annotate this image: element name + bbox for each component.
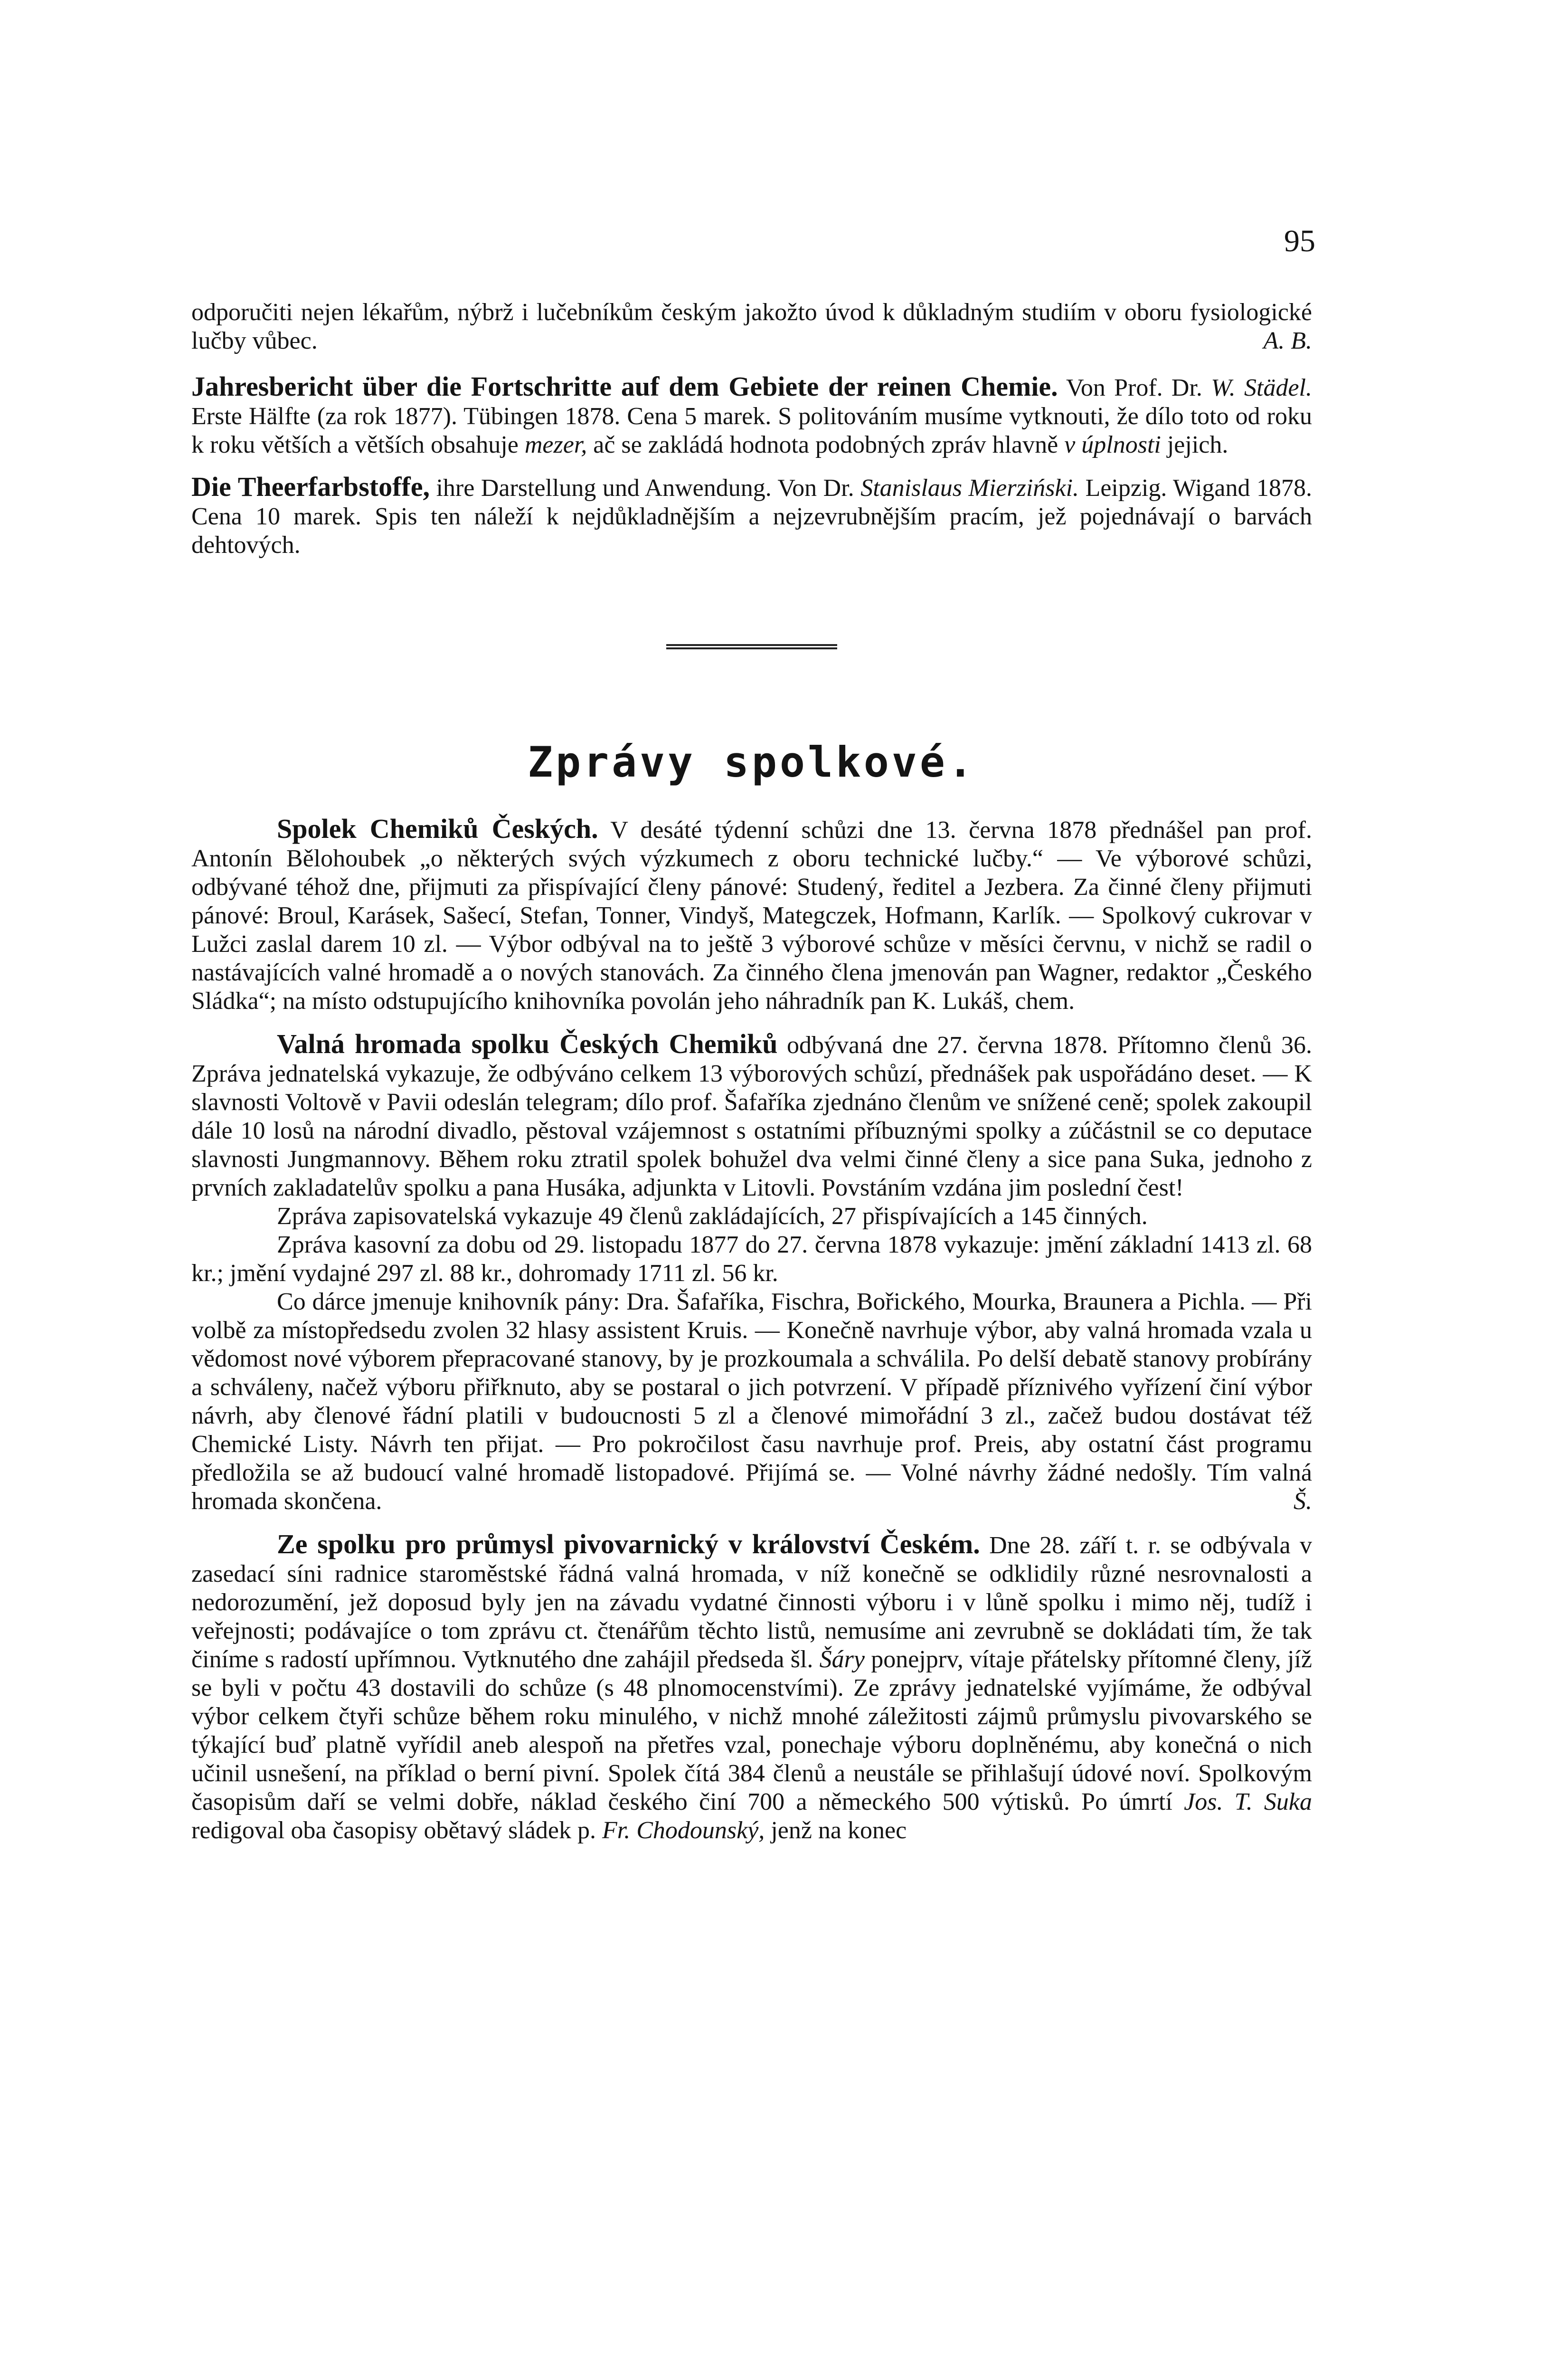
intro-paragraph xyxy=(191,298,1312,355)
report-title: Valná hromada spolku Českých Chemiků xyxy=(277,1028,778,1059)
review-emphasis: mezer, xyxy=(524,431,587,458)
report-text: Dne 28. září t. r. se odbývala v zasedací síni radnice staroměstské řádná valná hromada, v níž konečně se odklidily různé nesrovnalosti a nedorozumění, jež doposud byly jen na závadu vydatné činnosti výboru i v lůně spolku i mimo něj, tudíž i veřejnosti; podávajíce o tom zprávu ct. čtenářům těchto listů, nemusíme ani zevrubně se dokládati tím, že tak činíme s radostí upřímnou. Vytknutého dne zahájil předseda šl. xyxy=(191,1532,1312,1673)
report-paragraph xyxy=(191,1288,1312,1516)
report-paragraph: Zpráva kasovní za dobu od 29. listopadu 1877 do 27. června 1878 vykazuje: jmění základní 1413 zl. 68 kr.; jmění vydajné 297 zl. 88 kr., dohromady 1711 zl. 56 kr. xyxy=(191,1231,1312,1287)
section-divider xyxy=(666,644,837,649)
report-text: ponejprv, vítaje přátelsky přítomné členy, jíž se byli v počtu 43 dostavili do schůze (s 48 plnomocenstvími). Ze zprávy jednatelské vyjímáme, že odbýval výbor celkem čtyři schůze během roku minulého, v nichž mnohé záležitosti zájmů průmyslu pivovarského se týkající buď platně vyřídil aneb alespoň na přetřes vzal, ponechaje výboru doplněnému, aby konečná o nich učinil usnešení, na příklad o berní pivní. Spolek čítá 384 členů a neustále se přihlašují údové noví. Spolkovým časopisům daří se velmi dobře, náklad českého činí 700 a německého 500 výtisků. Po úmrtí xyxy=(191,1646,1312,1815)
page-content xyxy=(191,298,1312,1845)
report-text: odbývaná dne 27. června 1878. Přítomno členů 36. Zpráva jednatelská vykazuje, že odbýváno celkem 13 výborových schůzí, přednášek pak uspořádáno deset. — K slavnosti Voltově v Pavii odeslán telegram; dílo prof. Šafaříka zjednáno členům ve snížené ceně; spolek zakoupil dále 10 losů na národní divadlo, pěstoval vzájemnost s ostatními příbuznými spolky a zúčástnil se co deputace slavnosti Jungmannovy. Během roku ztratil spolek bohužel dva velmi činné členy a sice pana Suka, jednoho z prvních zakladatelův spolku a pana Husáka, adjunkta v Litovli. Povstáním vzdána jim poslední čest! xyxy=(191,1032,1312,1201)
report-text: jenž na konec xyxy=(765,1817,907,1844)
review-text: Von Prof. Dr. xyxy=(1058,374,1211,401)
review-text: ač se zakládá hodnota podobných zpráv hlavně xyxy=(587,431,1065,458)
report-paragraph xyxy=(191,1530,1312,1845)
report-emphasis: Šáry xyxy=(819,1646,865,1673)
review-entry xyxy=(191,372,1312,459)
review-title: Die Theerfarbstoffe, xyxy=(191,471,430,502)
review-text: ihre Darstellung und Anwendung. Von Dr. xyxy=(429,475,861,502)
report-paragraph xyxy=(191,815,1312,1016)
review-title: Jahresbericht über die Fortschritte auf dem Gebiete der reinen Chemie. xyxy=(191,371,1058,402)
report-text: V desáté týdenní schůzi dne 13. června 1878 přednášel pan prof. Antonín Bělohoubek „o některých svých výzkumech z oboru technické lučby.“ — Ve výborové schůzi, odbývané téhož dne, přijmuti za přispívající členy pánové: Studený, ředitel a Jezbera. Za činné členy přijmuti pánové: Broul, Karásek, Sašecí, Stefan, Tonner, Vindyš, Mategczek, Hofmann, Karlík. — Spolkový cukrovar v Lužci zaslal darem 10 zl. — Výbor odbýval na to ještě 3 výborové schůze v měsíci červnu, v nichž se radil o nastávajících valné hromadě a o nových stanovách. Za činného člena jmenován pan Wagner, redaktor „Českého Sládka“; na místo odstupujícího knihovníka povolán jeho náhradník pan K. Lukáš, chem. xyxy=(191,817,1312,1015)
intro-text: odporučiti nejen lékařům, nýbrž i lučebníkům českým jakožto úvod k důkladným studiím v oboru fysiologické lučby vůbec. xyxy=(191,299,1312,354)
intro-signature: A. B. xyxy=(1263,327,1312,354)
review-author: Stanislaus Mierziński. xyxy=(860,475,1079,502)
review-author: W. Städel. xyxy=(1211,374,1312,401)
page-number: 95 xyxy=(1284,224,1315,258)
report-title: Spolek Chemiků Českých. xyxy=(277,813,598,844)
review-text: jejich. xyxy=(1161,431,1228,458)
report-paragraph xyxy=(191,1030,1312,1202)
report-signature: Š. xyxy=(1294,1488,1312,1515)
report-emphasis: Jos. T. Suka xyxy=(1184,1788,1312,1815)
report-emphasis: Fr. Chodounský, xyxy=(602,1817,765,1844)
report-text: redigoval oba časopisy obětavý sládek p. xyxy=(191,1817,602,1844)
report-text: Co dárce jmenuje knihovník pány: Dra. Šafaříka, Fischra, Bořického, Mourka, Braunera a Pichla. — Při volbě za místopředsedu zvolen 32 hlasy assistent Kruis. — Konečně navrhuje výbor, aby valná hromada vzala u vědomost nové výborem přepracované stanovy, by je prozkoumala a schválila. Po delší debatě stanovy probírány a schváleny, načež výboru přiřknuto, aby se postaral o jich potvrzení. V případě příznivého vyřízení činí výbor návrh, aby členové řádní platili v budoucnosti 5 zl a členové mimořádní 3 zl., začež budou dostávat též Chemické Listy. Návrh ten přijat. — Pro pokročilost času navrhuje prof. Preis, aby ostatní část programu předložila se až budoucí valné hromadě listopadové. Přijímá se. — Volné návrhy žádné nedošly. Tím valná hromada skončena. xyxy=(191,1288,1312,1515)
report-paragraph: Zpráva zapisovatelská vykazuje 49 členů zakládajících, 27 přispívajících a 145 činných. xyxy=(277,1203,1148,1230)
section-heading: Zprávy spolkové. xyxy=(528,738,976,787)
review-text: Erste Hälfte (za rok 1877). Tübingen 1878. Cena 5 marek. S politováním musíme vytknouti, že dílo toto od roku k roku větších a větších obsahuje xyxy=(191,403,1312,458)
review-emphasis: v úplnosti xyxy=(1064,431,1161,458)
review-entry xyxy=(191,473,1312,560)
review-text: Leipzig. Wigand 1878. Cena 10 marek. Spis ten náleží k nejdůkladnějším a nejzevrubnějším pracím, jež pojednávají o barvách dehtových. xyxy=(191,475,1312,559)
report-title: Ze spolku pro průmysl pivovarnický v království Českém. xyxy=(277,1529,980,1559)
